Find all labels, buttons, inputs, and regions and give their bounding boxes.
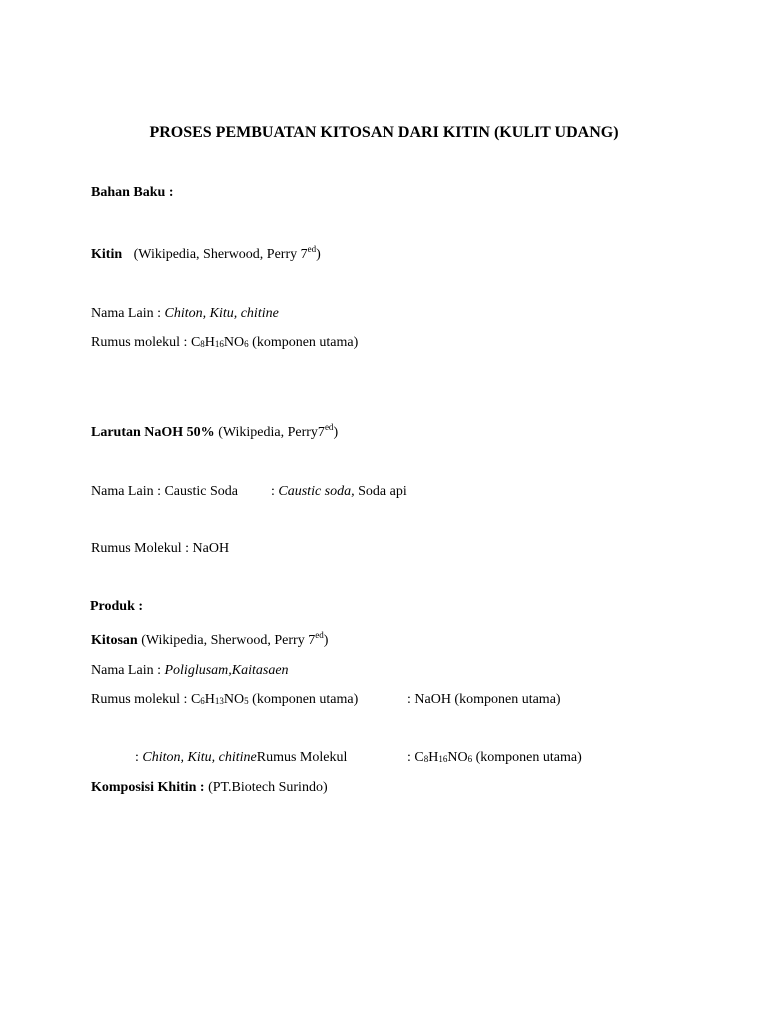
formula-element: NO	[447, 750, 468, 765]
formula-element: H	[204, 692, 215, 707]
formula-subscript: 5	[244, 696, 249, 706]
formula-subscript: 6	[244, 339, 249, 349]
naoh-rumus: Rumus Molekul : NaOH	[91, 541, 230, 556]
formula-subscript: 6	[467, 754, 473, 764]
kitin-nama-lain	[91, 305, 279, 323]
formula-element: NO	[223, 335, 245, 350]
kitosan-heading	[91, 632, 328, 650]
stray-formula-note: (komponen utama)	[472, 750, 582, 765]
naoh-nama-lain	[91, 483, 238, 501]
stray-formula-prefix: :	[407, 750, 415, 765]
formula-element: C	[190, 692, 201, 707]
formula-subscript: 8	[200, 339, 205, 349]
formula-subscript: 16	[214, 339, 224, 349]
formula-subscript: 6	[200, 696, 205, 706]
naoh-nama-lain-italic: Caustic soda,	[278, 484, 355, 499]
formula-element: NO	[223, 692, 245, 707]
kitin-source-close: )	[316, 247, 321, 262]
produk-label: Produk :	[90, 599, 144, 614]
naoh-nama-lain-label: Nama Lain : Caustic Soda	[91, 484, 238, 499]
kitin-source-text: (Wikipedia, Sherwood, Perry 7	[133, 247, 308, 262]
naoh-source-sup: ed	[324, 422, 334, 432]
kitin-nama-lain-value: Chiton, Kitu, chitine	[164, 306, 279, 321]
kitosan-rumus-note: (komponen utama)	[248, 692, 359, 707]
stray-rumus-label: Rumus Molekul	[256, 750, 348, 765]
kitosan-rumus-label: Rumus molekul :	[91, 692, 191, 707]
komposisi-source: (PT.Biotech Surindo)	[204, 780, 328, 795]
kitosan-source-close: )	[323, 633, 329, 648]
kitin-nama-lain-label: Nama Lain :	[91, 306, 165, 321]
komposisi-row	[91, 779, 328, 797]
kitosan-nama-lain-value: Poliglusam,Kaitasaen	[164, 663, 289, 678]
kitin-source	[133, 244, 321, 262]
kitosan-rumus	[91, 691, 358, 709]
formula-element: C	[190, 335, 201, 350]
kitin-rumus-note: (komponen utama)	[248, 335, 359, 350]
formula-subscript: 8	[423, 754, 429, 764]
naoh-source-text: (Wikipedia, Perry7	[214, 425, 325, 440]
bahan-baku-heading	[91, 184, 173, 202]
formula-element: C	[414, 750, 424, 765]
kitin-heading	[91, 246, 321, 264]
produk-heading	[90, 598, 143, 616]
kitosan-source-text: (Wikipedia, Sherwood, Perry 7	[137, 633, 316, 648]
stray-formula	[414, 750, 472, 765]
formula-subscript: 16	[438, 754, 448, 764]
naoh-nama-lain-alt	[271, 483, 407, 501]
formula-element: H	[428, 750, 439, 765]
page-title: PROSES PEMBUATAN KITOSAN DARI KITIN (KULIT UDANG)	[149, 124, 619, 141]
kitosan-naoh-note: : NaOH (komponen utama)	[407, 692, 561, 707]
formula-subscript: 13	[214, 696, 224, 706]
stray-italic: Chiton, Kitu, chitine	[142, 750, 257, 765]
kitin-name: Kitin	[91, 247, 123, 262]
kitosan-nama-lain-label: Nama Lain :	[91, 663, 165, 678]
kitosan-name: Kitosan	[91, 633, 138, 648]
stray-nama-lain	[135, 749, 347, 767]
naoh-source-close: )	[333, 425, 339, 440]
bahan-baku-label: Bahan Baku :	[91, 185, 174, 200]
formula-element: H	[204, 335, 215, 350]
naoh-nama-lain-sep: :	[271, 484, 279, 499]
kitin-rumus	[91, 334, 358, 352]
kitin-source-sup: ed	[307, 244, 317, 254]
kitosan-nama-lain	[91, 662, 289, 680]
kitin-rumus-label: Rumus molekul :	[91, 335, 191, 350]
naoh-nama-lain-rest: Soda api	[354, 484, 407, 499]
komposisi-label: Komposisi Khitin :	[91, 780, 205, 795]
kitosan-formula	[191, 692, 249, 707]
naoh-heading	[91, 424, 338, 442]
kitosan-source-sup: ed	[315, 630, 324, 640]
stray-prefix: :	[135, 750, 143, 765]
naoh-name: Larutan NaOH 50%	[91, 425, 215, 440]
kitin-formula	[191, 335, 249, 350]
stray-formula-row	[407, 749, 582, 767]
